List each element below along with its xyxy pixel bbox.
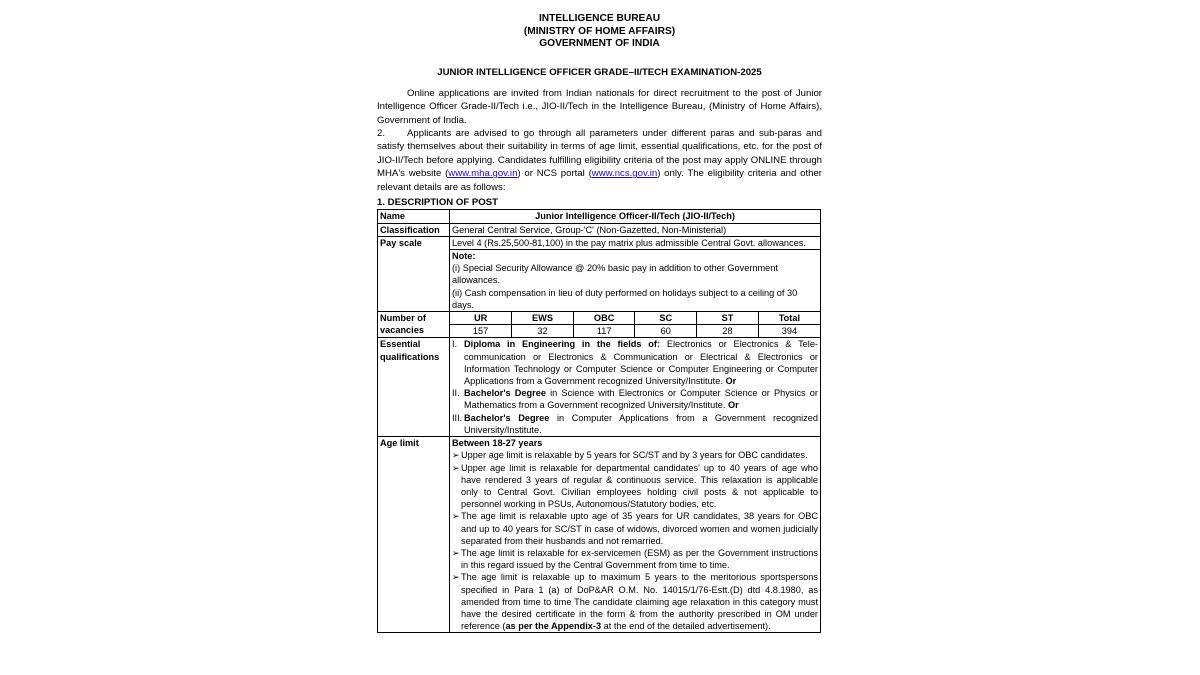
vacancy-header-row (450, 312, 820, 325)
vacancies-label-text1: Number of (380, 313, 426, 324)
advisory-text-b: ) or NCS portal ( (517, 168, 592, 180)
qualification-heading: Bachelor's Degree (464, 388, 546, 399)
vacancies-table (450, 312, 820, 337)
ncs-portal-link[interactable]: www.ncs.gov.in (591, 168, 658, 180)
section-title: 1. DESCRIPTION OF POST (377, 197, 499, 209)
qualifications-cell (450, 338, 821, 437)
qualifications-label-text2: qualifications (380, 351, 440, 362)
vacancies-label (378, 312, 450, 338)
vacancy-value: 394 (758, 325, 820, 338)
appendix-reference: as per the Appendix-3 (505, 621, 602, 632)
pay-note-1: (i) Special Security Allowance @ 20% basic pay in addition to other Government allowances. (452, 263, 778, 286)
vacancy-header: EWS (512, 312, 574, 325)
post-name: Junior Intelligence Officer-II/Tech (JIO-II/Tech) (450, 210, 821, 223)
age-limit-cell (450, 437, 821, 633)
arrow-bullet-icon: ➢ (452, 450, 460, 461)
vacancies-cell (450, 312, 821, 338)
age-bullet (452, 462, 818, 511)
org-name: INTELLIGENCE BUREAU (538, 13, 661, 24)
name-label: Name (378, 210, 450, 223)
qualification-or: Or (722, 376, 737, 387)
arrow-bullet-icon: ➢ (452, 462, 460, 473)
classification-value: General Central Service, Group-'C' (Non-Gazetted, Non-Ministerial) (450, 223, 821, 236)
vacancy-header: OBC (573, 312, 635, 325)
vacancy-header: SC (635, 312, 697, 325)
document-page (377, 13, 822, 633)
qualification-text (464, 338, 818, 387)
table-row (378, 312, 821, 338)
qualification-or: Or (725, 400, 739, 411)
age-bullet (452, 449, 818, 461)
vacancy-header: UR (450, 312, 512, 325)
qualifications-label-text1: Essential (380, 339, 421, 350)
qualification-body: Electronics or Electronics & Tele-communication or Electronics & Communication or Electrical & Electronics or Information Technology or Computer Science or Computer Engineering or Computer Applications from a Government recognized University/Institute. (464, 339, 818, 387)
vacancy-value: 28 (697, 325, 759, 338)
vacancies-label-line1 (380, 312, 447, 324)
vacancy-header: Total (758, 312, 820, 325)
post-description-table (377, 209, 821, 633)
vacancy-header: ST (697, 312, 759, 325)
age-bullet-text: Upper age limit is relaxable by 5 years for SC/ST and by 3 years for OBC candidates. (461, 450, 808, 461)
age-last-text-a: The age limit is relaxable up to maximum 5 years to the meritorious sportspersons specified in Para 1 (a) of DoP&AR O.M. No. 14015/1/76-Estt.(D) dtd 4.8.1980, as amended from time to time The candidate claiming age relaxation in this category must have the desired certificate in the form & from the authority prescribed in OM under reference ( (461, 572, 818, 632)
advisory-paragraph (377, 127, 822, 194)
age-bullet (452, 510, 818, 547)
exam-title: JUNIOR INTELLIGENCE OFFICER GRADE–II/TECH EXAMINATION-2025 (437, 66, 762, 78)
qualification-body: in Computer Applications from a Government recognized University/Institute. (464, 412, 818, 435)
classification-label: Classification (378, 223, 450, 236)
qualification-heading: Bachelor's Degree (464, 412, 550, 423)
age-bullet (452, 571, 818, 632)
age-bullet-text: The age limit is relaxable upto age of 35 years for UR candidates, 38 years for OBC and up to 40 years for SC/ST in case of widows, divorced women and women judicially separated from their husbands and not remarried. (461, 511, 818, 546)
table-row (378, 223, 821, 236)
qualification-number: II. (452, 388, 460, 399)
ministry-name: (MINISTRY OF HOME AFFAIRS) (523, 25, 676, 37)
arrow-bullet-icon: ➢ (452, 511, 460, 522)
table-row (378, 338, 821, 437)
qualification-item (452, 338, 818, 387)
advisory-text-a: Applicants are advised to go through all parameters under different paras and sub-paras and satisfy themselves about their suitability in terms of age limit, essential qualifications, etc. for the post of JIO-II/Tech before applying. Candidates fulfilling eligibility criteria of the post may apply ONLINE through MHA's website ( (377, 128, 822, 180)
age-bullet (452, 547, 818, 571)
age-bullet-text: Upper age limit is relaxable for departmental candidates' up to 40 years of age who have rendered 3 years of regular & continuous service. This relaxation is applicable only to Central Govt. Civilian employees holding civil posts & not applicable to personnel working in PSUs, Autonomous/Statutory bodies, etc. (461, 462, 818, 510)
vacancy-value-row (450, 325, 820, 338)
qualification-item (452, 412, 818, 436)
pay-scale-value: Level 4 (Rs.25,500-81,100) in the pay matrix plus admissible Central Govt. allowances. (450, 237, 820, 250)
intro-paragraph: Online applications are invited from Indian nationals for direct recruitment to the post of Junior Intelligence Officer Grade-II/Tech i.e., JIO-II/Tech in the Intelligence Bureau, (Ministry of Home Affairs), Government of India. (377, 87, 822, 126)
vacancies-label-text2: vacancies (380, 325, 424, 336)
vacancy-value: 157 (450, 325, 512, 338)
arrow-bullet-icon: ➢ (452, 572, 460, 583)
qualification-text (464, 412, 818, 436)
table-row (378, 437, 821, 633)
mha-website-link[interactable]: www.mha.gov.in (448, 168, 518, 180)
qualification-item (452, 387, 818, 411)
arrow-bullet-icon: ➢ (452, 547, 460, 558)
vacancy-value: 117 (573, 325, 635, 338)
qualification-body: in Science with Electronics or Computer Science or Physics or Mathematics from a Government recognized University/Institute. (464, 388, 818, 411)
qualifications-label (378, 338, 450, 437)
table-row (378, 236, 821, 311)
age-last-text-b: at the end of the detailed advertisement). (601, 621, 771, 632)
pay-note-2: (ii) Cash compensation in lieu of duty performed on holidays subject to a ceiling of 30 days. (452, 287, 798, 310)
vacancy-value: 60 (635, 325, 697, 338)
age-bullet-text: The age limit is relaxable for ex-servicemen (ESM) as per the Government instructions in this regard issued by the Central Government from time to time. (461, 547, 818, 571)
government-name: GOVERNMENT OF INDIA (539, 38, 660, 50)
advisory-text-c: ) only. The eligibility criteria and other relevant details are as follows: (377, 168, 822, 193)
pay-scale-label: Pay scale (378, 236, 450, 311)
age-bullet-text (461, 571, 818, 632)
table-row (378, 210, 821, 223)
qualification-number: III. (452, 412, 463, 423)
paragraph-number: 2. (377, 128, 386, 139)
qualification-number: I. (452, 339, 458, 350)
pay-scale-cell (450, 236, 821, 311)
pay-note-label: Note: (452, 251, 476, 262)
age-range: Between 18-27 years (452, 438, 543, 449)
vacancy-value: 32 (512, 325, 574, 338)
age-limit-label: Age limit (378, 437, 450, 633)
qualification-text (464, 387, 818, 411)
pay-note-block (450, 250, 820, 311)
qualification-heading: Diploma in Engineering in the fields of: (464, 339, 661, 350)
